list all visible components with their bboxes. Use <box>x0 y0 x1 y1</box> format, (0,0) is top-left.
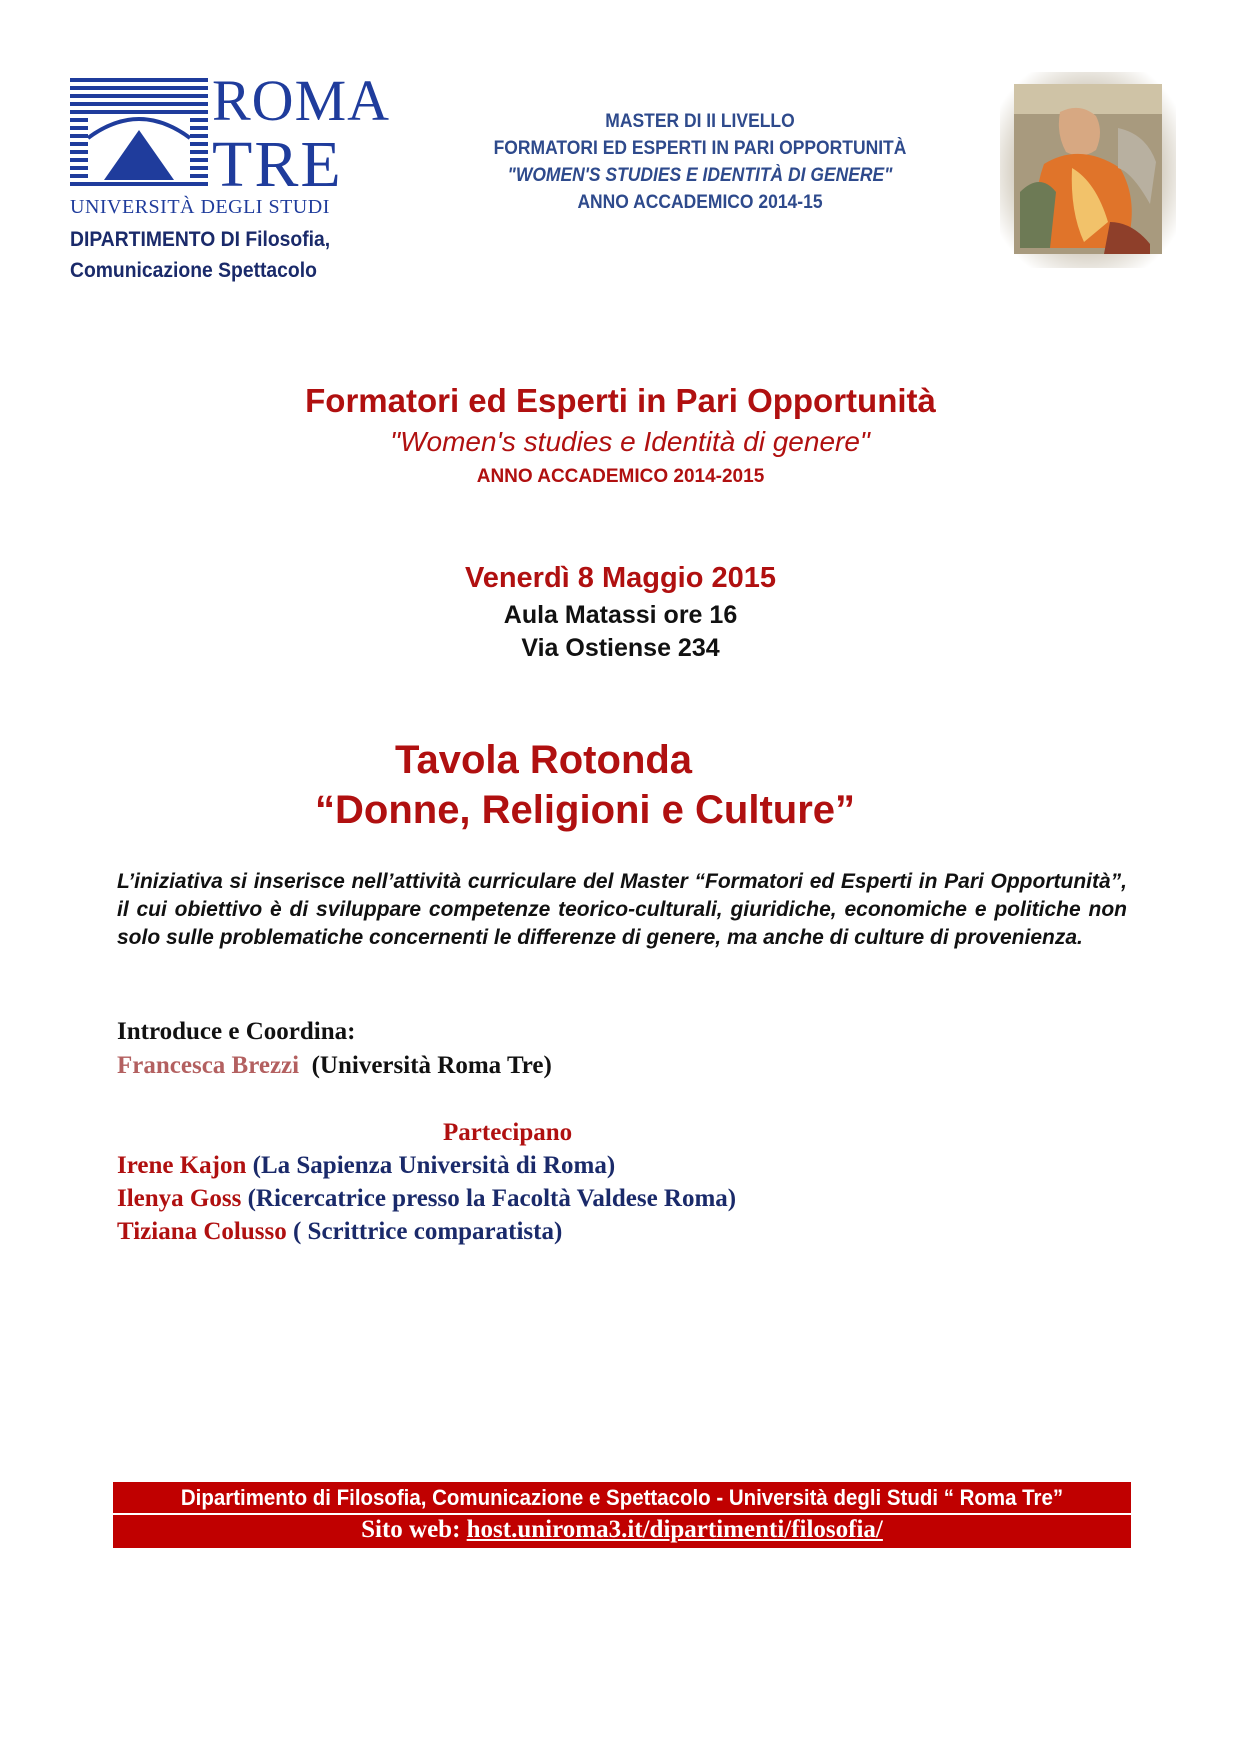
master-title: FORMATORI ED ESPERTI IN PARI OPPORTUNITÀ <box>493 138 907 159</box>
participant-row <box>117 1152 615 1180</box>
footer-department: Dipartimento di Filosofia, Comunicazione e Spettacolo - Università degli Studi “ Roma Tre” <box>180 1485 1064 1510</box>
sibyl-painting-icon <box>1000 72 1176 268</box>
event-address: Via Ostiense 234 <box>521 634 720 662</box>
course-title: Formatori ed Esperti in Pari Opportunità <box>305 382 936 419</box>
coordinator-name: Francesca Brezzi <box>117 1052 300 1079</box>
coordinator-affiliation: (Università Roma Tre) <box>311 1052 552 1079</box>
participant-affiliation: (La Sapienza Università di Roma) <box>252 1152 616 1179</box>
department-name <box>70 224 330 286</box>
logo-tre-text: TRE <box>212 128 343 201</box>
event-room: Aula Matassi ore 16 <box>503 601 738 629</box>
round-table-theme: “Donne, Religioni e Culture” <box>315 788 856 832</box>
round-table-title: Tavola Rotonda <box>395 738 693 782</box>
participant-affiliation: ( Scrittrice comparatista) <box>292 1218 563 1245</box>
participant-row <box>117 1218 562 1246</box>
participant-row <box>117 1185 736 1213</box>
footer-banner <box>113 1482 1131 1548</box>
course-year: ANNO ACCADEMICO 2014-2015 <box>476 466 765 487</box>
participant-name: Irene Kajon <box>117 1152 247 1179</box>
footer-divider <box>113 1513 1131 1515</box>
event-date: Venerdì 8 Maggio 2015 <box>464 562 777 594</box>
master-year: ANNO ACCADEMICO 2014-15 <box>577 192 823 213</box>
website-link[interactable]: host.uniroma3.it/dipartimenti/filosofia/ <box>466 1516 883 1543</box>
footer-website <box>113 1516 1131 1544</box>
department-line-2: Comunicazione Spettacolo <box>70 259 317 282</box>
participant-affiliation: (Ricercatrice presso la Facoltà Valdese Roma) <box>247 1185 737 1212</box>
logo-university-text: UNIVERSITÀ DEGLI STUDI <box>70 196 330 218</box>
coordinator-label: Introduce e Coordina: <box>117 1018 356 1045</box>
master-header <box>420 108 980 216</box>
course-subtitle: "Women's studies e Identità di genere" <box>390 426 870 457</box>
master-level: MASTER DI II LIVELLO <box>605 111 795 132</box>
logo-roma-text: ROMA <box>212 68 391 133</box>
participant-name: Tiziana Colusso <box>117 1218 287 1245</box>
participant-name: Ilenya Goss <box>117 1185 242 1212</box>
master-subtitle: "WOMEN'S STUDIES E IDENTITÀ DI GENERE" <box>507 165 893 186</box>
event-description: L’iniziativa si inserisce nell’attività curriculare del Master “Formatori ed Esperti in Pari Opportunità”, il cui obiettivo è di sviluppare competenze teorico-culturali, giuridiche, economiche e politiche non solo sulle problematiche concernenti le differenze di genere, ma anche di culture di provenienza. <box>117 870 1127 949</box>
website-label: Sito web: <box>361 1516 461 1543</box>
coordinator-row <box>117 1052 552 1080</box>
participants-label: Partecipano <box>443 1119 573 1146</box>
department-line-1: DIPARTIMENTO DI Filosofia, <box>70 228 331 251</box>
